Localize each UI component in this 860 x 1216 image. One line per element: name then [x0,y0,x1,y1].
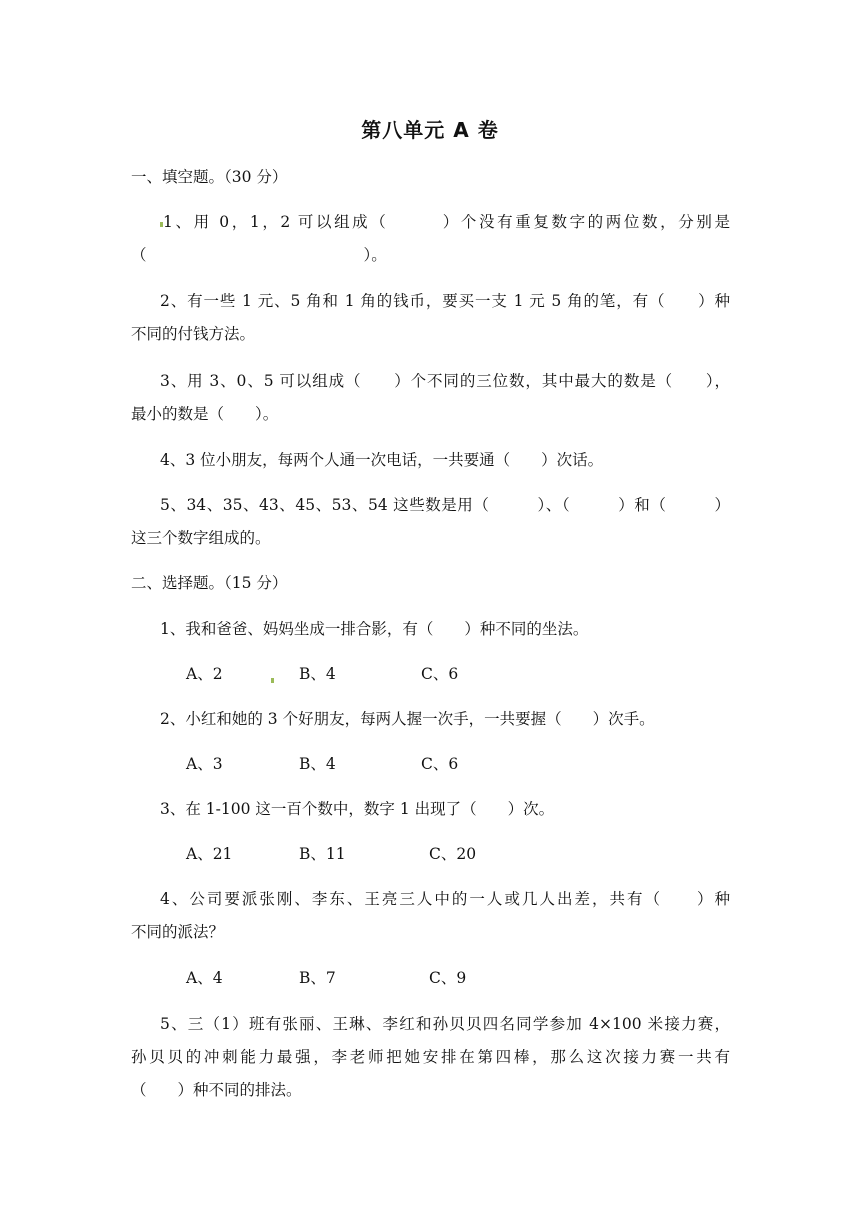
s1-q4-line1: 4、3 位小朋友，每两个人通一次电话，一共要通（ ）次话。 [160,451,604,469]
s2-q2-option-c: C、6 [421,755,459,773]
s1-q2-line2: 不同的付钱方法。 [131,325,256,343]
s2-q3-option-c: C、20 [429,845,477,863]
s1-q5-line1: 5、34、35、43、45、53、54 这些数是用（ ）、（ ）和（ ） [160,496,730,514]
s1-q5-line2: 这三个数字组成的。 [131,529,271,547]
marker-icon [271,678,274,683]
s2-q3-option-b: B、11 [299,845,346,863]
s1-q2-line1: 2、有一些 1 元、5 角和 1 角的钱币，要买一支 1 元 5 角的笔，有（ ）种 [160,292,730,310]
section2-heading: 二、选择题。（15 分） [131,574,288,592]
s2-q4-option-a: A、4 [186,969,223,987]
s2-q2-line1: 2、小红和她的 3 个好朋友，每两人握一次手，一共要握（ ）次手。 [160,710,655,728]
s1-q1-line1: 1、用 0，1，2 可以组成（ ）个没有重复数字的两位数，分别是 [160,211,730,233]
s2-q5-line3: （ ）种不同的排法。 [131,1081,302,1099]
s1-q1-line2: （ ）。 [131,246,387,264]
page-title: 第八单元 A 卷 [361,118,499,142]
s2-q1-line1: 1、我和爸爸、妈妈坐成一排合影，有（ ）种不同的坐法。 [160,620,589,638]
section1-heading: 一、填空题。（30 分） [131,168,288,186]
s2-q4-line2: 不同的派法？ [131,923,225,941]
s2-q2-option-a: A、3 [186,755,223,773]
s2-q3-line1: 3、在 1-100 这一百个数中，数字 1 出现了（ ）次。 [160,800,555,818]
s2-q1-option-b: B、4 [299,665,336,683]
s1-q3-line1: 3、用 3、0、5 可以组成（ ）个不同的三位数，其中最大的数是（ ）， [160,372,730,390]
s2-q5-line1: 5、三（1）班有张丽、王琳、李红和孙贝贝四名同学参加 4×100 米接力赛， [160,1015,730,1033]
s2-q5-line2: 孙贝贝的冲刺能力最强，李老师把她安排在第四棒，那么这次接力赛一共有 [131,1048,730,1066]
s2-q1-option-a: A、2 [186,665,223,683]
s2-q1-option-c: C、6 [421,665,459,683]
s2-q2-option-b: B、4 [299,755,336,773]
s2-q4-line1: 4、公司要派张刚、李东、王亮三人中的一人或几人出差，共有（ ）种 [160,890,730,908]
s2-q3-option-a: A、21 [186,845,233,863]
s1-q3-line2: 最小的数是（ ）。 [131,405,279,423]
s2-q4-option-b: B、7 [299,969,336,987]
s2-q4-option-c: C、9 [429,969,467,987]
